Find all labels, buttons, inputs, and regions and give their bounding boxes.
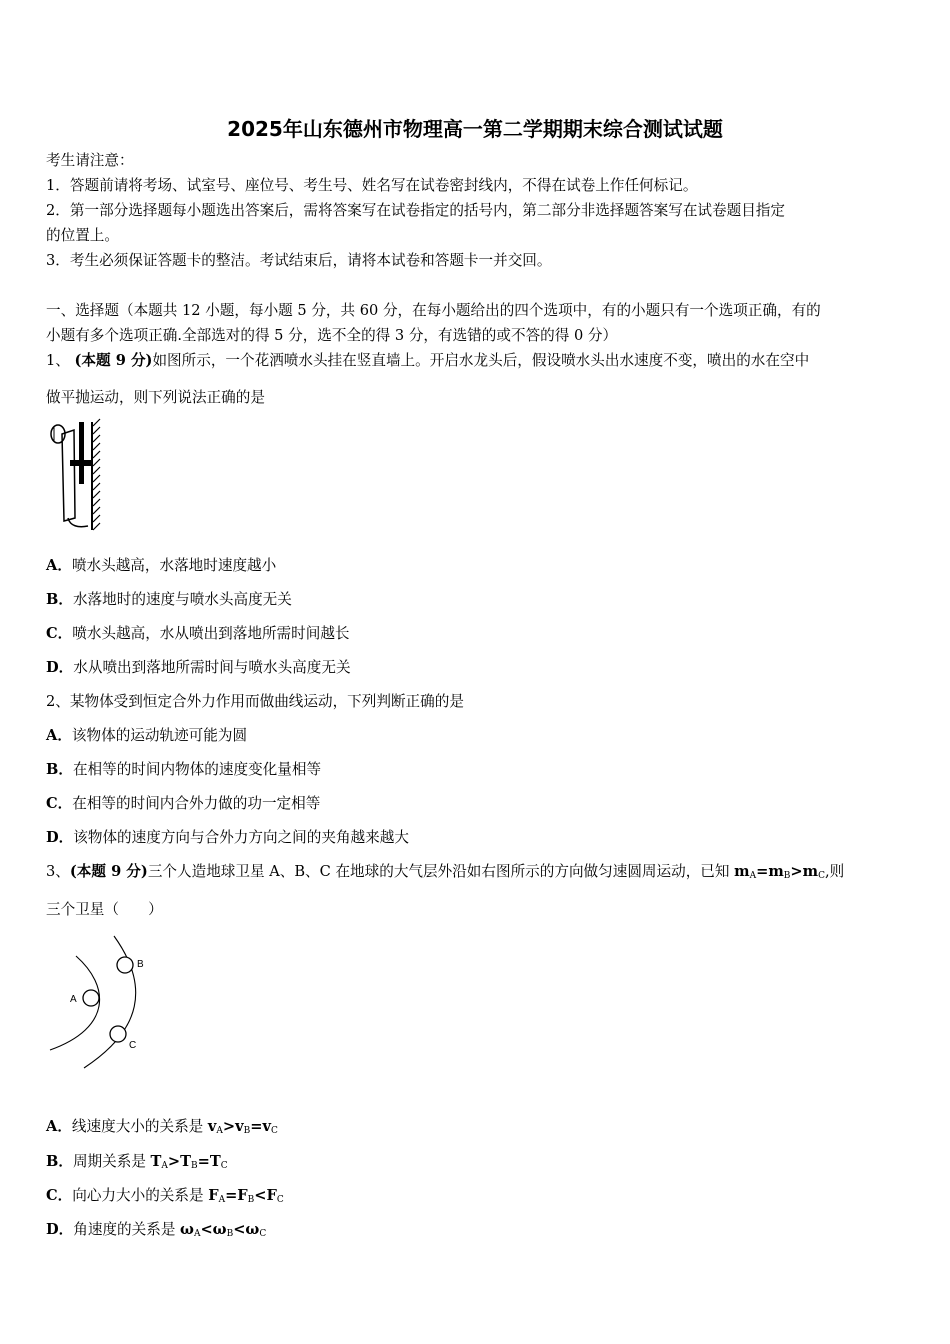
q1-stem bbox=[46, 351, 809, 371]
q3-option-c[interactable]: C．向心力大小的关系是 $F_A=F_B<F_C$ bbox=[46, 1187, 284, 1205]
notice-heading: 考生请注意： bbox=[46, 152, 134, 169]
label-b: B bbox=[137, 959, 144, 970]
q3-option-d[interactable]: D．角速度的关系是 $\omega_A<\omega_B<\omega_C$ bbox=[46, 1221, 267, 1239]
q1-stem-cont: 做平抛运动，则下列说法正确的是 bbox=[46, 389, 265, 406]
q1-option-b[interactable]: B．水落地时的速度与喷水头高度无关 bbox=[46, 591, 292, 608]
q3-stem-cont: 三个卫星（ ） bbox=[46, 901, 163, 918]
q1-option-a[interactable]: A．喷水头越高，水落地时速度越小 bbox=[46, 557, 277, 574]
satellite-a bbox=[83, 990, 99, 1006]
page-title: 2025年山东德州市物理高一第二学期期末综合测试试题 bbox=[227, 117, 723, 141]
shower-head-figure bbox=[44, 418, 106, 534]
q3-stem: 3、(本题 9 分)三个人造地球卫星 A、B、C 在地球的大气层外沿如右图所示的方向做匀速圆周运动，已知 $m_A=m_B>m_C$,则 bbox=[46, 863, 845, 881]
satellite-b bbox=[117, 957, 133, 973]
q1-stem-text: 如图所示，一个花洒喷水头挂在竖直墙上。开启水龙头后，假设喷水头出水速度不变，喷出的水在空中 bbox=[152, 352, 810, 369]
q1-option-d[interactable]: D．水从喷出到落地所需时间与喷水头高度无关 bbox=[46, 659, 351, 676]
notice-item: 3．考生必须保证答题卡的整洁。考试结束后，请将本试卷和答题卡一并交回。 bbox=[46, 252, 552, 269]
label-a: A bbox=[70, 994, 77, 1005]
q2-stem: 2、某物体受到恒定合外力作用而做曲线运动，下列判断正确的是 bbox=[46, 693, 464, 710]
q1-option-c[interactable]: C．喷水头越高，水从喷出到落地所需时间越长 bbox=[46, 625, 350, 642]
q2-option-d[interactable]: D．该物体的速度方向与合外力方向之间的夹角越来越大 bbox=[46, 829, 409, 846]
q2-option-b[interactable]: B．在相等的时间内物体的速度变化量相等 bbox=[46, 761, 322, 778]
notice-item: 1．答题前请将考场、试室号、座位号、考生号、姓名写在试卷密封线内，不得在试卷上作任何标记。 bbox=[46, 177, 698, 194]
satellite-c bbox=[110, 1026, 126, 1042]
q1-tag: (本题 9 分) bbox=[74, 352, 153, 369]
q2-option-a[interactable]: A．该物体的运动轨迹可能为圆 bbox=[46, 727, 248, 744]
q2-option-c[interactable]: C．在相等的时间内合外力做的功一定相等 bbox=[46, 795, 321, 812]
section-heading: 一、选择题（本题共 12 小题，每小题 5 分，共 60 分，在每小题给出的四个选项中，有的小题只有一个选项正确，有的 bbox=[46, 302, 821, 319]
q3-tag: (本题 9 分) bbox=[69, 863, 148, 880]
notice-item: 的位置上。 bbox=[46, 227, 119, 244]
q3-option-b[interactable]: B．周期关系是 $T_A>T_B=T_C$ bbox=[46, 1153, 228, 1171]
section-heading-cont: 小题有多个选项正确.全部选对的得 5 分，选不全的得 3 分，有选错的或不答的得 0 分） bbox=[46, 327, 618, 344]
q3-option-a[interactable]: A．线速度大小的关系是 $v_A>v_B=v_C$ bbox=[46, 1118, 278, 1136]
satellite-orbit-figure bbox=[44, 934, 164, 1074]
label-c: C bbox=[129, 1040, 137, 1051]
notice-item: 2．第一部分选择题每小题选出答案后，需将答案写在试卷指定的括号内，第二部分非选择题答案写在试卷题目指定 bbox=[46, 202, 785, 219]
q1-number: 1、 bbox=[46, 352, 70, 369]
